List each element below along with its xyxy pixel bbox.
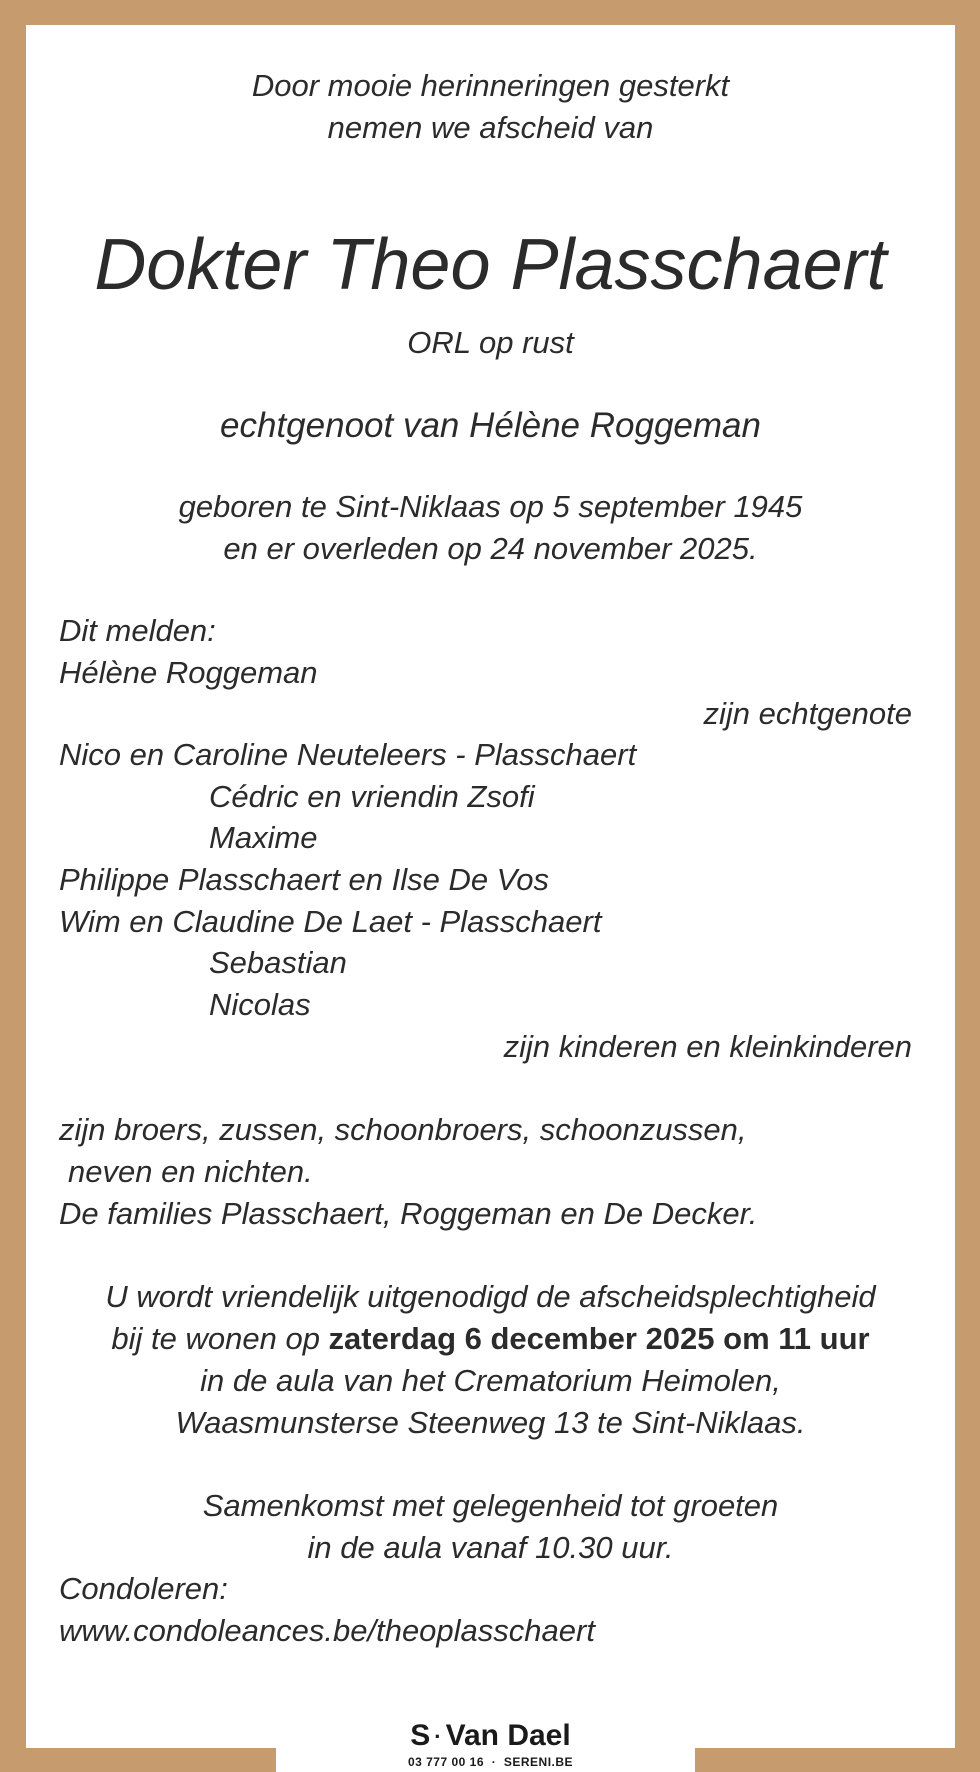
ceremony-line-3: in de aula van het Crematorium Heimolen, bbox=[200, 1363, 781, 1398]
condolences-label: Condoleren: bbox=[59, 1571, 228, 1606]
ceremony-line-1: U wordt vriendelijk uitgenodigd de afscheidsplechtigheid bbox=[105, 1279, 876, 1314]
death-line: en er overleden op 24 november 2025. bbox=[223, 531, 758, 566]
logo-dot: · bbox=[434, 1724, 442, 1750]
border-tab-right bbox=[695, 1748, 955, 1772]
family-others: neven en nichten. bbox=[68, 1154, 313, 1189]
family-member: Nicolas bbox=[209, 987, 311, 1022]
condolences-link[interactable]: www.condoleances.be/theoplasschaert bbox=[59, 1613, 595, 1648]
ceremony-line-2 bbox=[26, 1318, 955, 1360]
family-others: zijn broers, zussen, schoonbroers, schoonzussen, bbox=[59, 1112, 747, 1147]
deceased-name: Dokter Theo Plasschaert bbox=[94, 225, 887, 305]
logo-letter: S bbox=[410, 1719, 431, 1752]
children-relation: zijn kinderen en kleinkinderen bbox=[503, 1029, 912, 1064]
family-member: Sebastian bbox=[209, 945, 347, 980]
intro-line-1: Door mooie herinneringen gesterkt bbox=[251, 68, 730, 103]
family-member: Maxime bbox=[209, 820, 318, 855]
obituary-card bbox=[26, 25, 955, 1772]
ceremony-address: Waasmunsterse Steenweg 13 te Sint-Niklaas. bbox=[175, 1405, 806, 1440]
intro-line-2: nemen we afscheid van bbox=[327, 110, 654, 145]
family-member: Philippe Plasschaert en Ilse De Vos bbox=[59, 862, 549, 897]
ceremony-date-prefix: bij te wonen op bbox=[111, 1321, 329, 1356]
logo-name: Van Dael bbox=[445, 1719, 571, 1752]
spouse-name: Hélène Roggeman bbox=[59, 655, 318, 690]
family-member: Wim en Claudine De Laet - Plasschaert bbox=[59, 904, 602, 939]
birth-line: geboren te Sint-Niklaas op 5 september 1945 bbox=[178, 489, 803, 524]
family-member: Nico en Caroline Neuteleers - Plasschaert bbox=[59, 737, 637, 772]
website-link[interactable]: SERENI.BE bbox=[503, 1755, 574, 1769]
family-member: Cédric en vriendin Zsofi bbox=[209, 779, 535, 814]
gathering-line-2: in de aula vanaf 10.30 uur. bbox=[307, 1530, 674, 1565]
spouse-relation: zijn echtgenote bbox=[703, 696, 912, 731]
ceremony-date: zaterdag 6 december 2025 om 11 uur bbox=[328, 1321, 870, 1356]
family-others: De families Plasschaert, Roggeman en De Decker. bbox=[59, 1196, 758, 1231]
contact-separator: · bbox=[491, 1755, 497, 1769]
family-heading: Dit melden: bbox=[59, 613, 216, 648]
spouse-line: echtgenoot van Hélène Roggeman bbox=[220, 406, 761, 445]
phone-number: 03 777 00 16 bbox=[407, 1755, 485, 1769]
deceased-title: ORL op rust bbox=[407, 325, 574, 360]
gathering-line-1: Samenkomst met gelegenheid tot groeten bbox=[202, 1488, 779, 1523]
border-tab-left bbox=[26, 1748, 276, 1772]
